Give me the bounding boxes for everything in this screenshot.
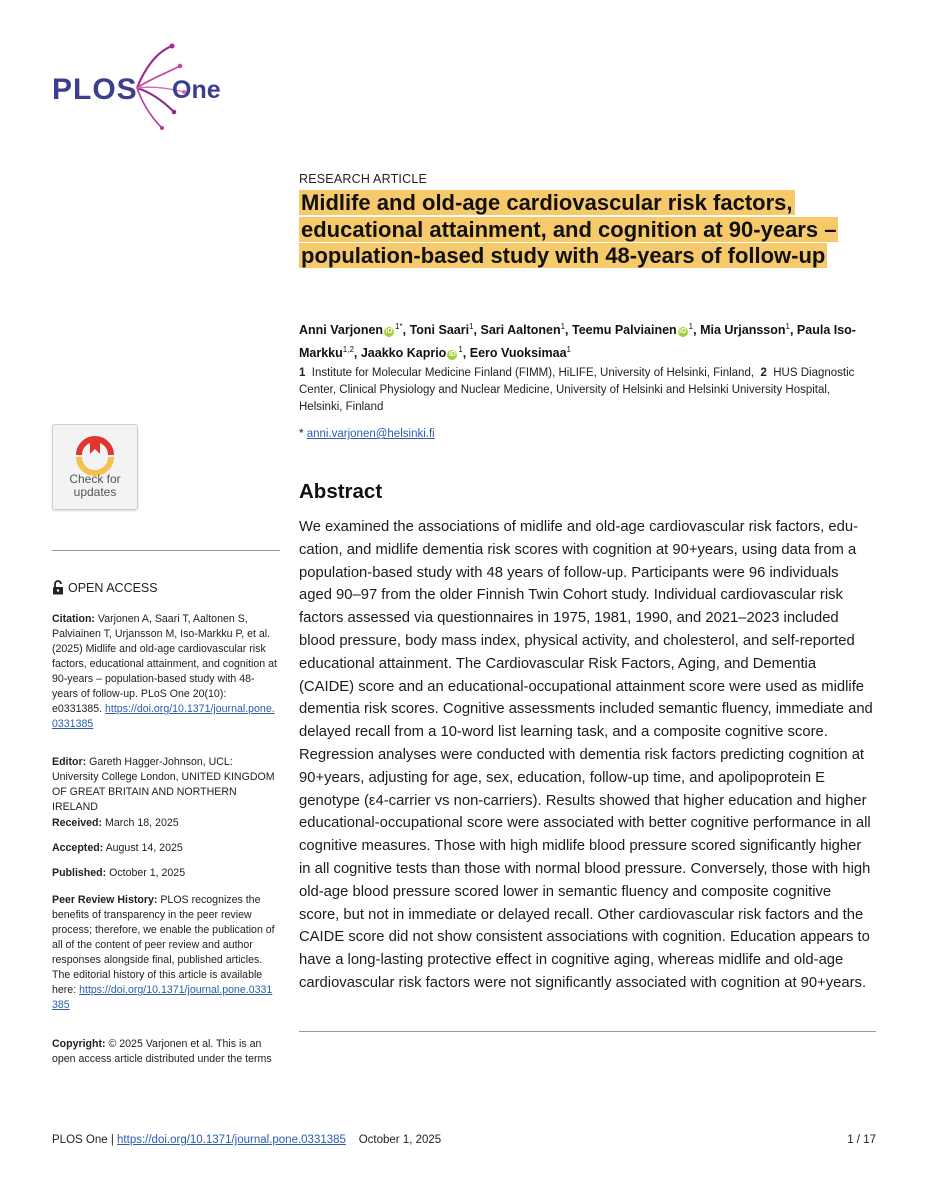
orcid-icon[interactable]: iD <box>679 328 687 336</box>
author-name[interactable]: Sari Aaltonen <box>480 323 561 338</box>
author-affiliation-sup: 1 <box>688 322 694 331</box>
citation-label: Citation: <box>52 613 95 625</box>
abstract-divider <box>299 1031 876 1032</box>
published-date: October 1, 2025 <box>109 867 186 879</box>
author-entry <box>361 346 463 360</box>
citation-block <box>52 612 278 732</box>
peer-review-doi-link[interactable]: https://doi.org/10.1371/journal.pone.0331385 <box>52 984 273 1011</box>
article-title-text: Midlife and old-age cardiovascular risk factors, educational attainment, and cognition at 90-years – population-based study with 48-years of follow-up <box>301 190 837 268</box>
author-affiliation-sup: 1,2 <box>342 345 354 355</box>
author-entry <box>299 323 403 337</box>
author-entry <box>480 323 565 337</box>
affiliation-number: 1 <box>299 367 306 379</box>
author-name[interactable]: Toni Saari <box>409 323 470 338</box>
author-name[interactable]: Teemu Palviainen <box>572 323 677 338</box>
author-name[interactable]: Eero Vuoksimaa <box>469 346 567 361</box>
footer-date: October 1, 2025 <box>358 1134 442 1146</box>
footer-separator: | <box>110 1134 114 1146</box>
article-type: RESEARCH ARTICLE <box>299 172 428 186</box>
sidebar-divider <box>52 550 280 551</box>
orcid-icon[interactable]: iD <box>385 328 393 336</box>
author-affiliation-sup: 1* <box>395 322 403 331</box>
affiliation-text: HUS Diagnostic Center, Clinical Physiology and Nuclear Medicine, University of Helsinki and Helsinki University Hospital, Helsinki, Finland <box>299 367 855 413</box>
editor-block <box>52 755 278 815</box>
logo-brand-text: PLOS <box>52 73 138 106</box>
author-entry <box>700 323 790 337</box>
received-line <box>52 816 278 831</box>
check-for-updates-button[interactable] <box>52 424 138 510</box>
peer-review-block <box>52 893 278 1013</box>
author-entry <box>572 323 693 337</box>
author-affiliation-sup: 1 <box>458 345 463 355</box>
affiliation-text: Institute for Molecular Medicine Finland (FIMM), HiLIFE, University of Helsinki, Finland, <box>311 367 755 379</box>
check-updates-icon <box>53 427 137 477</box>
author-entry <box>410 323 474 337</box>
published-label: Published: <box>52 867 107 879</box>
page-footer <box>52 1134 441 1146</box>
author-affiliation-sup: 1 <box>560 322 566 331</box>
abstract-heading: Abstract <box>299 480 383 503</box>
author-entry <box>470 346 571 360</box>
check-updates-label: Check for updates <box>69 472 121 499</box>
footer-journal: PLOS One <box>52 1134 108 1146</box>
logo-product-text: One <box>172 76 221 104</box>
published-line <box>52 866 278 881</box>
corresponding-author <box>299 428 435 440</box>
corresponding-email-link[interactable]: anni.varjonen@helsinki.fi <box>306 428 435 440</box>
received-date: March 18, 2025 <box>105 817 179 829</box>
open-access-label: OPEN ACCESS <box>68 580 158 595</box>
author-name[interactable]: Anni Varjonen <box>299 323 384 338</box>
open-access-badge <box>52 580 158 595</box>
editor-text: Gareth Hagger-Johnson, UCL: University College London, UNITED KINGDOM OF GREAT BRITAIN AND NORTHERN IRELAND <box>52 756 275 813</box>
corresponding-marker: * <box>299 428 304 440</box>
copyright-text: © 2025 Varjonen et al. This is an open access article distributed under the terms <box>52 1038 272 1065</box>
accepted-line <box>52 841 278 856</box>
page-number: 1 / 17 <box>847 1134 876 1146</box>
accepted-date: August 14, 2025 <box>105 842 183 854</box>
peer-review-text: PLOS recognizes the benefits of transparency in the peer review process; therefore, we enable the publication of all of the content of peer review and author responses alongside final, published articles. The editorial history of this article is available here: <box>52 894 275 996</box>
affiliation-number: 2 <box>760 367 767 379</box>
author-name[interactable]: Jaakko Kaprio <box>360 346 447 361</box>
author-list: Anni Varjonen $iD^{1*}$, Toni Saari$^1$, Sari Aaltonen$^1$, Teemu Palviainen $iD^1$, Mia Urjansson$^1$, Paula Iso-Markku$^{1,2}$, Jaakko Kaprio $iD^1$, Eero Vuoksimaa$^1$ <box>299 322 856 361</box>
abstract-body: We examined the associations of midlife and old-age cardiovascular risk factors, education, and midlife dementia risk scores with cognition at 90+years, using data from a population-based study with 48 years of follow-up. Participants were 96 individuals aged 90–97 from the older Finnish Twin Cohort study. Individual cardiovascular risk factors assessed via questionnaires in 1975, 1981, 1990, and 2021–2023 included blood pressure, body mass index, physical activity, and cholesterol, and self-reported educational attainment. The Cardiovascular Risk Factors, Aging, and Dementia (CAIDE) score and an educational-occupational attainment score were used as midlife dementia risk scores. Cognitive assessments included semantic fluency, immediate and delayed recall from a 10-word list learning task, and a composite cognitive score. Regression analyses were conducted with dementia risk factors predicting cognition at 90+years, adjusting for age, sex, education, follow-up time, and apolipoprotein E genotype (ε4-carrier vs non-carriers). Results showed that higher education and higher educational-occupational score were associated with better cognitive performance in all cognitive measures. Those with high midlife blood pressure scored significantly higher in all cognitive tests than those with normal blood pressure. Conversely, those with high old-age blood pressure scored lower in semantic fluency and composite cognitive score, but not in immediate or delayed recall. Other cardiovascular risk factors and the CAIDE score did not show consistent associations with cognition. Education appears to have a long-lasting protective effect in cognitive aging, whereas midlife and old-age cardiovascular risk factors were not significantly associated with cognition at 90+years. <box>299 519 873 991</box>
orcid-icon[interactable]: iD <box>448 351 456 359</box>
plos-one-logo[interactable] <box>52 40 252 135</box>
peer-review-label: Peer Review History: <box>52 894 158 906</box>
author-name[interactable]: Paula Iso-Markku <box>299 323 856 361</box>
editor-label: Editor: <box>52 756 87 768</box>
affiliations <box>299 365 874 416</box>
author-affiliation-sup: 1 <box>566 345 571 355</box>
accepted-label: Accepted: <box>52 842 104 854</box>
author-name[interactable]: Mia Urjansson <box>700 323 786 338</box>
copyright-block <box>52 1037 278 1067</box>
footer-doi-link[interactable]: https://doi.org/10.1371/journal.pone.0331385 <box>117 1134 346 1146</box>
article-title <box>299 190 874 270</box>
copyright-label: Copyright: <box>52 1038 106 1050</box>
citation-doi-link[interactable]: https://doi.org/10.1371/journal.pone.0331385 <box>52 703 275 730</box>
citation-text: Varjonen A, Saari T, Aaltonen S, Palviainen T, Urjansson M, Iso-Markku P, et al. (2025) Midlife and old-age cardiovascular risk factors, educational attainment, and cognition at 90-years – population-based study with 48-years of follow-up. PLoS One 20(10): e0331385. <box>52 613 277 715</box>
received-label: Received: <box>52 817 103 829</box>
author-affiliation-sup: 1 <box>469 322 474 331</box>
author-affiliation-sup: 1 <box>785 322 790 331</box>
open-lock-icon <box>52 580 64 595</box>
